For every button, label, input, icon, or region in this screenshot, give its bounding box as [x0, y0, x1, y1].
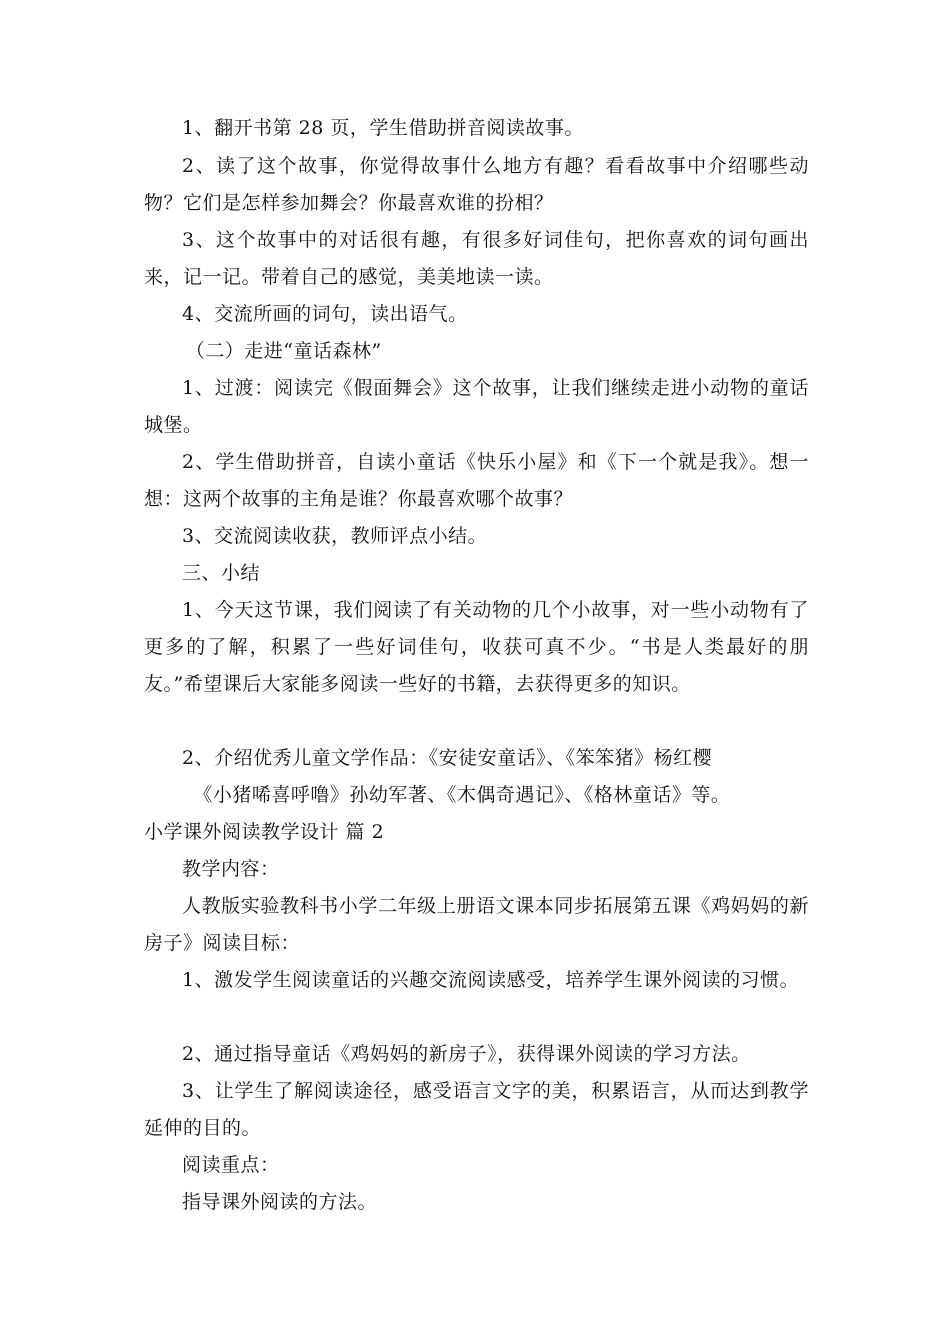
label-reading-focus: 阅读重点：: [182, 1154, 280, 1176]
paragraph-exchange-harvest: 3、交流阅读收获，教师评点小结。: [182, 525, 488, 547]
paragraph-step-1-read-story: 1、翻开书第 28 页，学生借助拼音阅读故事。: [182, 117, 584, 139]
label-teaching-content: 教学内容：: [182, 858, 280, 880]
paragraph-recommend-books: 2、介绍优秀儿童文学作品：《安徒安童话》、《笨笨猪》杨红樱: [182, 747, 713, 769]
section-heading-summary: 三、小结: [182, 562, 261, 584]
paragraph-summary-1: 1、今天这节课，我们阅读了有关动物的几个小故事，对一些小动物有了更多的了解，积累了一些好词佳句，收获可真不少。“书是人类最好的朋友。”希望课后大家能多阅读一些好的书籍，去获得更多的知识。: [144, 599, 809, 695]
paragraph-step-4-exchange: 4、交流所画的词句，读出语气。: [182, 303, 468, 325]
paragraph-goal-2: 2、通过指导童话《鸡妈妈的新房子》，获得课外阅读的学习方法。: [182, 1043, 751, 1065]
paragraph-goal-3: 3、让学生了解阅读途径，感受语言文字的美，积累语言，从而达到教学延伸的目的。: [144, 1080, 809, 1139]
section-heading-fairy-forest: （二）走进“童话森林”: [185, 340, 382, 362]
paragraph-step-2-discuss: 2、读了这个故事，你觉得故事什么地方有趣？看看故事中介绍哪些动物？它们是怎样参加舞会？你最喜欢谁的扮相？: [144, 155, 809, 214]
paragraph-recommend-books-continued: 《小猪唏喜呼噜》孙幼军著、《木偶奇遇记》、《格林童话》等。: [193, 784, 731, 806]
paragraph-goal-1: 1、激发学生阅读童话的兴趣交流阅读感受，培养学生课外阅读的习惯。: [182, 969, 800, 991]
section-title-design-2: 小学课外阅读教学设计 篇 2: [144, 821, 385, 843]
paragraph-self-reading: 2、学生借助拼音，自读小童话《快乐小屋》和《下一个就是我》。想一想：这两个故事的主角是谁？你最喜欢哪个故事？: [144, 451, 809, 510]
paragraph-step-3-dialogue: 3、这个故事中的对话很有趣，有很多好词佳句，把你喜欢的词句画出来，记一记。带着自己的感觉，美美地读一读。: [144, 229, 809, 288]
paragraph-transition: 1、过渡：阅读完《假面舞会》这个故事，让我们继续走进小动物的童话城堡。: [144, 377, 809, 436]
paragraph-teaching-content: 人教版实验教科书小学二年级上册语文课本同步拓展第五课《鸡妈妈的新房子》阅读目标：: [144, 895, 809, 954]
paragraph-reading-focus: 指导课外阅读的方法。: [182, 1191, 378, 1213]
